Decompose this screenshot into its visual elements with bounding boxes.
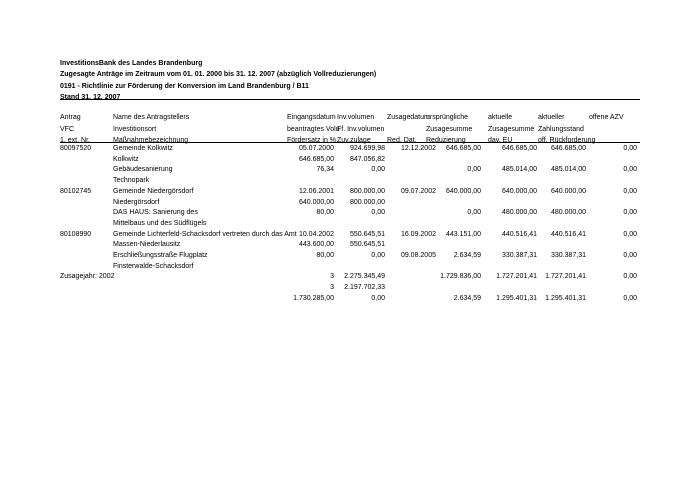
summary-offen: 0,00 <box>623 294 637 302</box>
summary-label: Zusagejahr: 2002 <box>60 273 115 281</box>
record-text: Mittelbaus und des Südflügels <box>113 219 207 227</box>
column-header-antrag: VFC <box>60 125 74 133</box>
cell-offen: 0,00 <box>623 209 637 217</box>
record-text: Massen-Niederlausitz <box>113 241 181 249</box>
record-text: DAS HAUS: Sanierung des <box>113 209 198 217</box>
summary-invvol: 2.275.345,49 <box>344 273 385 281</box>
column-header-urspr: ursprüngliche <box>426 114 469 121</box>
cell-urspr: 646.685,00 <box>445 145 481 152</box>
summary-eingang: 3 <box>330 284 334 292</box>
cell-urspr: 0,00 <box>467 209 481 217</box>
summary-aktuelle: 1.727.201,41 <box>496 273 537 281</box>
column-header-name: Maßnahmebezeichnung <box>113 137 189 144</box>
cell-offen: 0,00 <box>623 252 637 259</box>
record-text: Technopark <box>113 177 150 185</box>
cell-offen: 0,00 <box>623 166 637 174</box>
summary-invvol: 2.197.702,33 <box>344 284 385 292</box>
cell-aktuelle: 440.516,41 <box>501 230 537 238</box>
column-header-invvol: Zuv.zulage <box>337 137 371 144</box>
cell-eingang: 76,34 <box>316 166 334 174</box>
summary-aktuelle: 1.295.401,31 <box>496 294 537 302</box>
column-header-name: Name des Antragstellers <box>113 114 190 121</box>
cell-invvol: 0,00 <box>371 252 385 259</box>
summary-eingang: 1.730.285,00 <box>293 294 334 302</box>
cell-urspr: 2.634,59 <box>453 252 481 259</box>
record-text: Erschließungsstraße Flugplatz <box>113 252 208 259</box>
cell-invvol: 800.000,00 <box>349 198 385 206</box>
cell-invvol: 0,00 <box>371 209 385 217</box>
record-text: Gemeinde Niedergörsdorf <box>113 187 194 195</box>
cell-invvol: 0,00 <box>371 166 385 174</box>
cell-eingang: 443.600,00 <box>298 241 334 249</box>
cell-offen: 0,00 <box>623 187 637 195</box>
cell-offen: 0,00 <box>623 230 637 238</box>
summary-invvol: 0,00 <box>371 294 385 302</box>
cell-aktueller: 485.014,00 <box>550 166 586 174</box>
cell-aktueller: 330.387,31 <box>550 252 586 259</box>
column-header-urspr: Zusagesumme <box>426 125 473 133</box>
column-header-rule <box>60 142 640 143</box>
column-header-antrag: 1. ext. Nr. <box>60 137 90 144</box>
cell-aktuelle: 480.000,00 <box>501 209 537 217</box>
summary-aktueller: 1.727.201,41 <box>545 273 586 281</box>
cell-eingang: 80,00 <box>316 252 334 259</box>
column-header-aktueller: off. Rückforderung <box>538 137 596 144</box>
column-header-aktuelle: Zusagesumme <box>488 125 535 133</box>
column-header-eingang: Fördersatz in % <box>287 137 337 144</box>
cell-zusage: 16.09.2002 <box>400 230 436 238</box>
column-header-eingang: beantragtes Volu <box>287 125 340 133</box>
summary-urspr: 2.634,59 <box>453 294 481 302</box>
cell-invvol: 847.056,82 <box>349 155 385 163</box>
cell-zusage: 09.07.2002 <box>400 187 436 195</box>
cell-urspr: 0,00 <box>467 166 481 174</box>
cell-eingang: 10.04.2002 <box>298 230 334 238</box>
cell-zusage: 12.12.2002 <box>400 145 436 152</box>
cell-aktueller: 440.516,41 <box>550 230 586 238</box>
column-header-name: Investitionsort <box>113 125 157 133</box>
program-title: 0191 - Richtlinie zur Förderung der Konversion im Land Brandenburg / B11 <box>60 83 309 90</box>
column-header-offen: offene AZV <box>589 114 624 121</box>
column-header-antrag: Antrag <box>60 114 81 121</box>
record-number: 80102745 <box>60 187 92 195</box>
column-header-aktueller: Zahlungsstand <box>538 125 584 133</box>
cell-aktuelle: 330.387,31 <box>501 252 537 259</box>
cell-invvol: 800.000,00 <box>349 187 385 195</box>
cell-aktueller: 480.000,00 <box>550 209 586 217</box>
column-header-eingang: Eingangsdatum <box>287 114 336 121</box>
record-number: 80097520 <box>60 145 92 152</box>
record-text: Kolkwitz <box>113 155 139 163</box>
stand-date: Stand 31. 12. 2007 <box>60 94 121 101</box>
record-text: Niedergörsdorf <box>113 198 160 206</box>
cell-aktuelle: 640.000,00 <box>501 187 537 195</box>
column-header-zusage: Red. Dat. <box>387 137 417 144</box>
cell-eingang: 646.685,00 <box>298 155 334 163</box>
summary-aktueller: 1.295.401,31 <box>545 294 586 302</box>
column-header-aktuelle: dav. EU <box>488 137 513 144</box>
column-header-urspr: Reduzierung <box>426 137 466 144</box>
column-header-zusage: Zusagedatum <box>387 114 430 121</box>
bank-name: InvestitionsBank des Landes Brandenburg <box>60 60 203 67</box>
record-text: Gemeinde Lichterfeld-Schacksdorf vertreten durch das Amt <box>113 230 297 238</box>
cell-aktuelle: 485.014,00 <box>501 166 537 174</box>
cell-invvol: 924.699,98 <box>349 145 385 152</box>
cell-aktuelle: 646.685,00 <box>501 145 537 152</box>
column-header-aktueller: aktueller <box>538 114 565 121</box>
cell-urspr: 443.151,00 <box>445 230 481 238</box>
cell-invvol: 550.645,51 <box>349 241 385 249</box>
cell-zusage: 09.08.2005 <box>400 252 436 259</box>
record-text: Gemeinde Kolkwitz <box>113 145 173 152</box>
cell-eingang: 640.000,00 <box>298 198 334 206</box>
column-header-aktuelle: aktuelle <box>488 114 513 121</box>
column-header-invvol: Inv.volumen <box>337 114 375 121</box>
summary-eingang: 3 <box>330 273 334 281</box>
cell-eingang: 12.06.2001 <box>298 187 334 195</box>
record-number: 80108990 <box>60 230 92 238</box>
report-title: Zugesagte Anträge im Zeitraum vom 01. 01. 2000 bis 31. 12. 2007 (abzüglich Vollreduzierungen) <box>60 71 377 78</box>
record-text: Gebäudesanierung <box>113 166 173 174</box>
cell-offen: 0,00 <box>623 145 637 152</box>
cell-invvol: 550.645,51 <box>349 230 385 238</box>
summary-urspr: 1.729.836,00 <box>440 273 481 281</box>
cell-aktueller: 640.000,00 <box>550 187 586 195</box>
cell-urspr: 640.000,00 <box>445 187 481 195</box>
summary-offen: 0,00 <box>623 273 637 281</box>
record-text: Finsterwalde-Schacksdorf <box>113 262 194 270</box>
cell-eingang: 80,00 <box>316 209 334 217</box>
header-rule <box>60 99 640 100</box>
cell-aktueller: 646.685,00 <box>550 145 586 152</box>
column-header-invvol: Ff. Inv.volumen <box>337 125 385 133</box>
cell-eingang: 05.07.2000 <box>298 145 334 152</box>
